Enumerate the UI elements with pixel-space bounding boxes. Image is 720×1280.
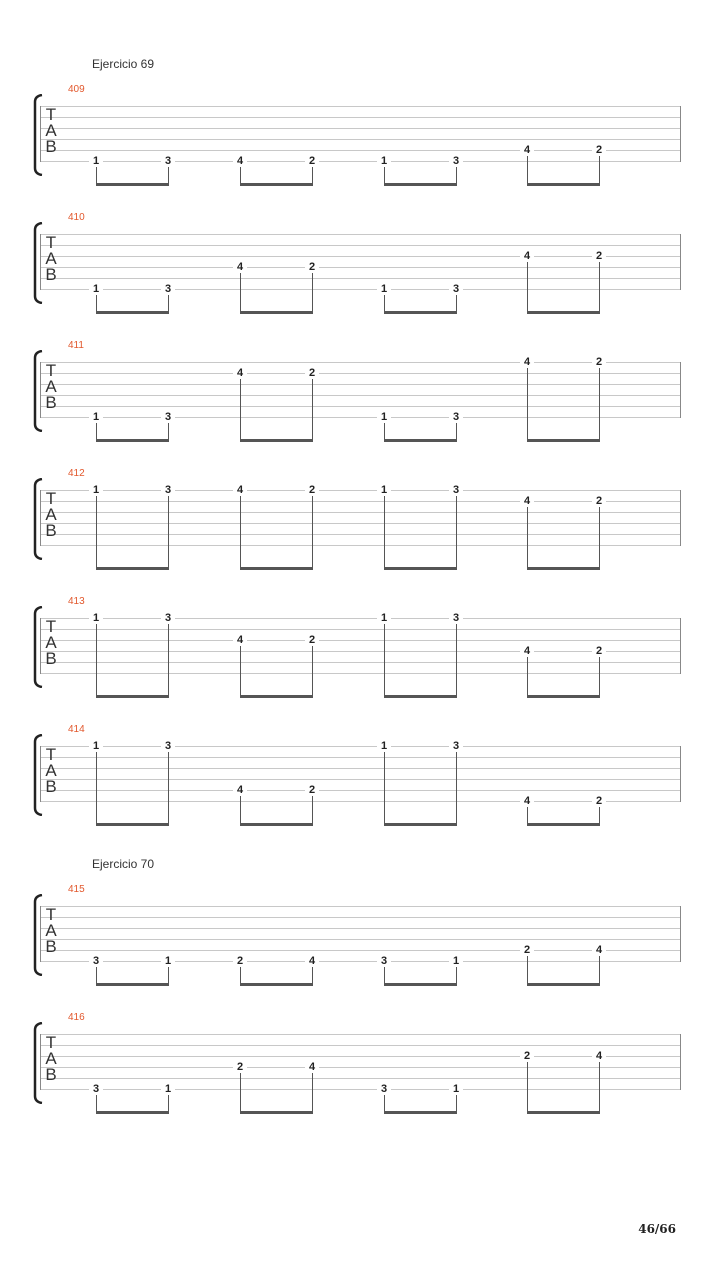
note-beam	[96, 1111, 169, 1114]
tab-clef	[44, 363, 58, 411]
staff-line	[40, 629, 681, 630]
tab-clef-letter: A	[45, 505, 57, 524]
fret-number: 2	[592, 144, 606, 156]
note-stem	[168, 967, 169, 983]
fret-number: 4	[233, 367, 247, 379]
note-stem	[599, 657, 600, 695]
fret-number: 4	[520, 250, 534, 262]
fret-number: 3	[449, 740, 463, 752]
fret-number: 4	[233, 261, 247, 273]
measure-number: 412	[68, 468, 85, 479]
tab-clef-letter: B	[45, 265, 57, 284]
barline	[680, 490, 681, 546]
staff-line	[40, 106, 681, 107]
measure-number: 416	[68, 1012, 85, 1023]
note-stem	[96, 752, 97, 823]
note-beam	[384, 1111, 457, 1114]
fret-number: 4	[520, 144, 534, 156]
tab-clef-letter: A	[45, 1049, 57, 1068]
staff-line	[40, 362, 681, 363]
note-beam	[240, 311, 313, 314]
fret-number: 2	[305, 634, 319, 646]
note-beam	[240, 183, 313, 186]
barline	[680, 106, 681, 162]
staff-line	[40, 161, 681, 162]
fret-number: 3	[449, 155, 463, 167]
note-stem	[312, 646, 313, 695]
note-beam	[96, 983, 169, 986]
tab-system	[0, 84, 720, 194]
note-stem	[240, 967, 241, 983]
tab-clef	[44, 235, 58, 283]
staff-line	[40, 906, 681, 907]
fret-number: 2	[233, 955, 247, 967]
tab-clef	[44, 1035, 58, 1083]
note-stem	[527, 156, 528, 183]
fret-number: 2	[305, 784, 319, 796]
fret-number: 3	[449, 411, 463, 423]
note-stem	[312, 496, 313, 567]
note-beam	[384, 311, 457, 314]
tab-clef-letter: T	[45, 617, 57, 636]
barline	[680, 746, 681, 802]
note-beam	[527, 983, 600, 986]
note-stem	[240, 1073, 241, 1111]
tab-clef-letter: T	[45, 361, 57, 380]
staff-line	[40, 1089, 681, 1090]
fret-number: 1	[89, 612, 103, 624]
note-beam	[384, 695, 457, 698]
staff-line	[40, 417, 681, 418]
staff-line	[40, 950, 681, 951]
fret-number: 3	[161, 612, 175, 624]
staff-line	[40, 523, 681, 524]
fret-number: 1	[89, 484, 103, 496]
barline	[680, 234, 681, 290]
fret-number: 4	[520, 795, 534, 807]
tab-clef-letter: A	[45, 377, 57, 396]
fret-number: 1	[161, 1083, 175, 1095]
fret-number: 2	[305, 155, 319, 167]
note-beam	[240, 983, 313, 986]
fret-number: 2	[592, 250, 606, 262]
fret-number: 1	[89, 411, 103, 423]
staff-start-line	[40, 490, 41, 546]
tab-system	[0, 468, 720, 578]
tab-clef-letter: T	[45, 1033, 57, 1052]
note-stem	[312, 167, 313, 183]
tab-clef-letter: A	[45, 761, 57, 780]
note-stem	[384, 1095, 385, 1111]
tab-clef-letter: B	[45, 521, 57, 540]
staff-line	[40, 1078, 681, 1079]
note-beam	[240, 823, 313, 826]
staff-start-line	[40, 618, 41, 674]
fret-number: 2	[592, 356, 606, 368]
note-stem	[527, 507, 528, 567]
staff-start-line	[40, 234, 41, 290]
note-stem	[240, 379, 241, 439]
staff-line	[40, 490, 681, 491]
note-stem	[312, 379, 313, 439]
staff-line	[40, 256, 681, 257]
measure-number: 410	[68, 212, 85, 223]
note-beam	[527, 439, 600, 442]
note-stem	[96, 423, 97, 439]
barline	[680, 1034, 681, 1090]
fret-number: 2	[305, 484, 319, 496]
note-stem	[527, 262, 528, 311]
tab-clef-letter: T	[45, 105, 57, 124]
staff-line	[40, 267, 681, 268]
note-stem	[312, 273, 313, 311]
note-stem	[240, 273, 241, 311]
measure-number: 415	[68, 884, 85, 895]
note-beam	[240, 1111, 313, 1114]
fret-number: 1	[377, 283, 391, 295]
note-beam	[96, 183, 169, 186]
staff-line	[40, 139, 681, 140]
note-stem	[456, 752, 457, 823]
staff-start-line	[40, 746, 41, 802]
fret-number: 3	[161, 484, 175, 496]
staff-line	[40, 779, 681, 780]
measure-number: 413	[68, 596, 85, 607]
note-stem	[384, 752, 385, 823]
staff-line	[40, 128, 681, 129]
staff-line	[40, 746, 681, 747]
staff-line	[40, 245, 681, 246]
staff-line	[40, 150, 681, 151]
fret-number: 3	[161, 740, 175, 752]
note-stem	[168, 496, 169, 567]
note-stem	[168, 295, 169, 311]
staff-line	[40, 768, 681, 769]
tab-clef-letter: T	[45, 745, 57, 764]
tab-clef	[44, 619, 58, 667]
page-number: 46/66	[638, 1222, 676, 1236]
note-beam	[527, 311, 600, 314]
fret-number: 3	[161, 155, 175, 167]
note-beam	[384, 567, 457, 570]
note-stem	[240, 496, 241, 567]
fret-number: 3	[89, 1083, 103, 1095]
staff-line	[40, 395, 681, 396]
fret-number: 4	[233, 784, 247, 796]
fret-number: 3	[449, 484, 463, 496]
tab-clef-letter: T	[45, 489, 57, 508]
fret-number: 1	[449, 1083, 463, 1095]
note-stem	[384, 496, 385, 567]
staff-line	[40, 289, 681, 290]
fret-number: 1	[377, 411, 391, 423]
fret-number: 2	[233, 1061, 247, 1073]
fret-number: 2	[592, 795, 606, 807]
staff-line	[40, 673, 681, 674]
note-stem	[527, 657, 528, 695]
note-stem	[456, 624, 457, 695]
note-beam	[240, 439, 313, 442]
note-beam	[96, 567, 169, 570]
note-stem	[168, 1095, 169, 1111]
section-title: Ejercicio 70	[92, 857, 155, 871]
note-stem	[384, 967, 385, 983]
tab-clef-letter: T	[45, 905, 57, 924]
fret-number: 4	[233, 634, 247, 646]
note-stem	[599, 1062, 600, 1111]
note-beam	[96, 311, 169, 314]
staff-start-line	[40, 362, 41, 418]
note-stem	[96, 624, 97, 695]
barline	[680, 906, 681, 962]
fret-number: 2	[592, 645, 606, 657]
staff-line	[40, 512, 681, 513]
fret-number: 4	[520, 495, 534, 507]
note-stem	[96, 496, 97, 567]
note-beam	[384, 983, 457, 986]
note-beam	[384, 439, 457, 442]
note-stem	[599, 368, 600, 439]
staff-line	[40, 640, 681, 641]
tab-clef-letter: B	[45, 937, 57, 956]
fret-number: 1	[377, 484, 391, 496]
note-stem	[168, 624, 169, 695]
note-stem	[168, 752, 169, 823]
staff-line	[40, 1034, 681, 1035]
staff-line	[40, 373, 681, 374]
note-beam	[384, 823, 457, 826]
note-beam	[96, 695, 169, 698]
staff-start-line	[40, 1034, 41, 1090]
fret-number: 1	[89, 740, 103, 752]
note-stem	[527, 807, 528, 823]
note-stem	[312, 1073, 313, 1111]
tab-system	[0, 884, 720, 994]
note-stem	[240, 796, 241, 823]
note-stem	[527, 1062, 528, 1111]
fret-number: 1	[161, 955, 175, 967]
staff-line	[40, 501, 681, 502]
fret-number: 1	[449, 955, 463, 967]
staff-line	[40, 801, 681, 802]
note-beam	[240, 695, 313, 698]
note-beam	[96, 439, 169, 442]
staff-line	[40, 278, 681, 279]
tab-clef	[44, 907, 58, 955]
tab-clef-letter: T	[45, 233, 57, 252]
fret-number: 3	[161, 411, 175, 423]
staff-line	[40, 545, 681, 546]
note-stem	[384, 167, 385, 183]
note-stem	[599, 807, 600, 823]
staff-line	[40, 534, 681, 535]
note-stem	[456, 496, 457, 567]
staff-line	[40, 790, 681, 791]
note-stem	[168, 167, 169, 183]
tab-clef-letter: B	[45, 649, 57, 668]
note-stem	[456, 1095, 457, 1111]
staff-line	[40, 1056, 681, 1057]
tab-system	[0, 1012, 720, 1122]
note-stem	[599, 262, 600, 311]
note-beam	[527, 183, 600, 186]
staff-line	[40, 234, 681, 235]
tab-clef-letter: A	[45, 921, 57, 940]
tab-clef-letter: A	[45, 249, 57, 268]
note-stem	[96, 967, 97, 983]
note-stem	[96, 1095, 97, 1111]
fret-number: 3	[377, 1083, 391, 1095]
fret-number: 1	[377, 155, 391, 167]
tab-clef	[44, 747, 58, 795]
fret-number: 2	[305, 367, 319, 379]
note-beam	[384, 183, 457, 186]
fret-number: 4	[520, 645, 534, 657]
measure-number: 411	[68, 340, 84, 351]
note-stem	[599, 956, 600, 983]
tab-clef-letter: A	[45, 633, 57, 652]
tab-clef-letter: B	[45, 777, 57, 796]
fret-number: 4	[305, 1061, 319, 1073]
staff-start-line	[40, 906, 41, 962]
fret-number: 4	[520, 356, 534, 368]
note-stem	[599, 507, 600, 567]
tab-system	[0, 724, 720, 834]
note-stem	[96, 295, 97, 311]
tab-clef-letter: B	[45, 137, 57, 156]
fret-number: 1	[89, 155, 103, 167]
note-stem	[384, 624, 385, 695]
tab-clef	[44, 491, 58, 539]
note-beam	[527, 823, 600, 826]
fret-number: 3	[449, 612, 463, 624]
staff-line	[40, 1067, 681, 1068]
fret-number: 3	[449, 283, 463, 295]
staff-line	[40, 618, 681, 619]
note-stem	[384, 295, 385, 311]
note-stem	[384, 423, 385, 439]
tab-system	[0, 212, 720, 322]
staff-line	[40, 117, 681, 118]
note-stem	[456, 167, 457, 183]
note-beam	[527, 695, 600, 698]
tab-clef-letter: B	[45, 1065, 57, 1084]
note-stem	[240, 167, 241, 183]
tab-system	[0, 596, 720, 706]
fret-number: 3	[377, 955, 391, 967]
fret-number: 2	[520, 1050, 534, 1062]
fret-number: 4	[233, 484, 247, 496]
fret-number: 2	[592, 495, 606, 507]
section-title: Ejercicio 69	[92, 57, 155, 71]
tab-clef-letter: B	[45, 393, 57, 412]
note-beam	[527, 567, 600, 570]
staff-line	[40, 384, 681, 385]
staff-line	[40, 928, 681, 929]
measure-number: 409	[68, 84, 85, 95]
note-beam	[240, 567, 313, 570]
fret-number: 1	[377, 612, 391, 624]
barline	[680, 362, 681, 418]
staff-line	[40, 939, 681, 940]
note-beam	[96, 823, 169, 826]
note-stem	[96, 167, 97, 183]
staff-line	[40, 1045, 681, 1046]
tab-system	[0, 340, 720, 450]
staff-line	[40, 406, 681, 407]
note-beam	[527, 1111, 600, 1114]
fret-number: 2	[305, 261, 319, 273]
tab-clef-letter: A	[45, 121, 57, 140]
note-stem	[599, 156, 600, 183]
fret-number: 4	[233, 155, 247, 167]
note-stem	[312, 796, 313, 823]
fret-number: 4	[592, 944, 606, 956]
note-stem	[240, 646, 241, 695]
fret-number: 1	[377, 740, 391, 752]
note-stem	[527, 368, 528, 439]
note-stem	[312, 967, 313, 983]
staff-line	[40, 651, 681, 652]
fret-number: 4	[305, 955, 319, 967]
fret-number: 1	[89, 283, 103, 295]
fret-number: 2	[520, 944, 534, 956]
staff-line	[40, 917, 681, 918]
note-stem	[168, 423, 169, 439]
fret-number: 3	[161, 283, 175, 295]
staff-start-line	[40, 106, 41, 162]
fret-number: 3	[89, 955, 103, 967]
staff-line	[40, 757, 681, 758]
staff-line	[40, 662, 681, 663]
note-stem	[527, 956, 528, 983]
staff-line	[40, 961, 681, 962]
barline	[680, 618, 681, 674]
fret-number: 4	[592, 1050, 606, 1062]
note-stem	[456, 423, 457, 439]
measure-number: 414	[68, 724, 85, 735]
note-stem	[456, 967, 457, 983]
note-stem	[456, 295, 457, 311]
tab-clef	[44, 107, 58, 155]
